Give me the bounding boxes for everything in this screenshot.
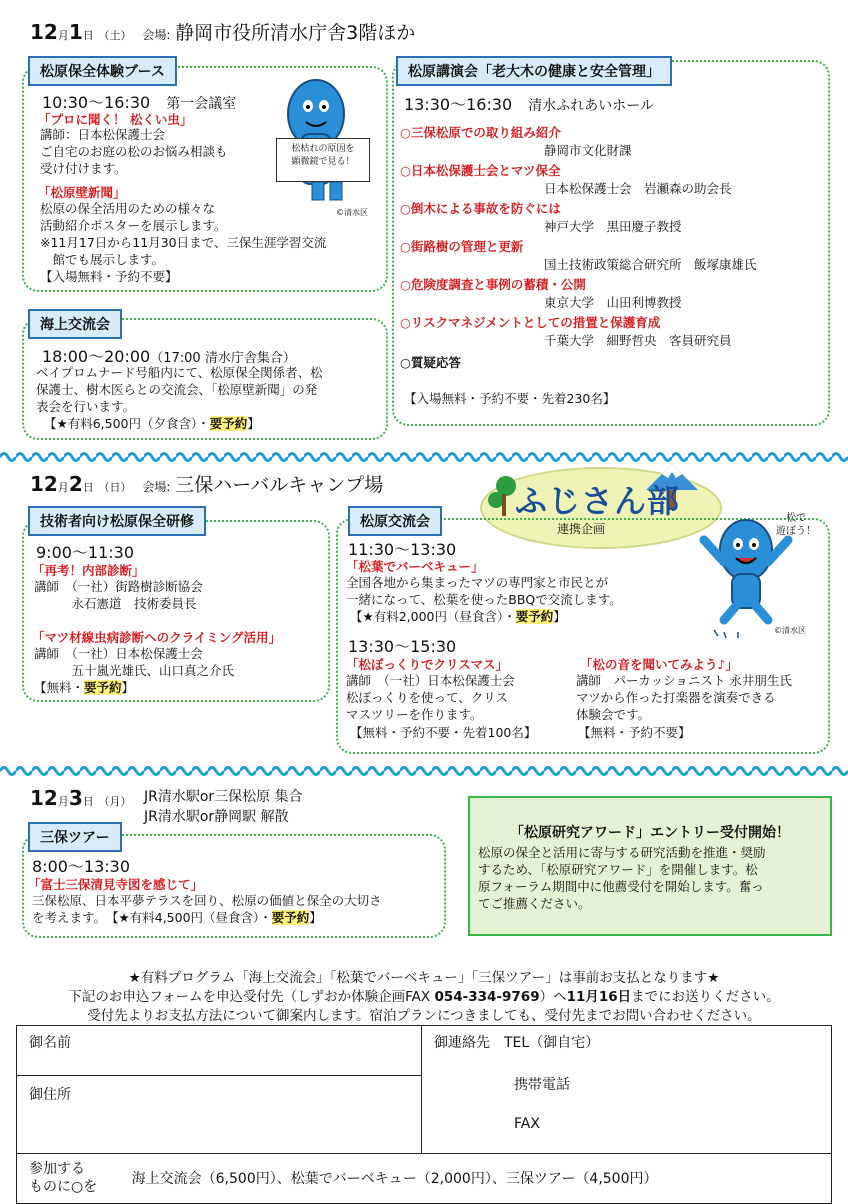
- day2-credit: ©清水区: [774, 626, 806, 635]
- booth-item1-line: 受け付けます。: [40, 161, 127, 176]
- bbq-line: 全国各地から集まったマツの専門家と市民とが: [346, 575, 609, 590]
- fujisan-title: ふじさん部: [515, 482, 681, 520]
- tour-item-title: 「富士三保清見寺図を感じて」: [28, 877, 204, 892]
- participation-field[interactable]: 参加する ものに○を 海上交流会（6,500円）、松葉でバーベキュー（2,000円）、三保ツアー（4,500円）: [17, 1154, 832, 1204]
- booth-note: 【入場無料・予約不要】: [40, 269, 178, 284]
- contact-field[interactable]: 御連絡先 TEL（御自宅） 携帯電話 FAX: [422, 1026, 832, 1154]
- talk-title: ○危険度調査と事例の蓄積・公開: [400, 277, 586, 292]
- booth-credit: ©清水区: [336, 208, 368, 217]
- exchange-title: 松原交流会: [348, 506, 442, 536]
- training-item1-line: 永石憲道 技術委員長: [34, 596, 197, 611]
- training-note: 【無料・要予約】: [34, 680, 135, 695]
- lecture-note: 【入場無料・予約不要・先着230名】: [404, 391, 616, 406]
- exchange-time1: 11:30～13:30: [348, 540, 457, 559]
- training-item2-line: 講師 （一社）日本松保護士会: [34, 646, 203, 661]
- bbq-note: 【★有料2,000円（昼食含）・要予約】: [350, 609, 566, 624]
- training-title: 技術者向け松原保全研修: [28, 506, 206, 536]
- booth-item2-line: 活動紹介ポスターを展示します。: [40, 218, 227, 233]
- training-item1-line: 講師 （一社）街路樹診断協会: [34, 579, 203, 594]
- name-field[interactable]: 御名前: [17, 1026, 422, 1076]
- exchange-time2: 13:30～15:30: [348, 637, 457, 656]
- boat-time: 18:00～20:00（17:00 清水庁舎集合）: [42, 347, 296, 366]
- booth-item2-line: ※11月17日から11月30日まで、三保生涯学習交流: [40, 235, 327, 250]
- xmas-line: 松ぼっくりを使って、クリス: [346, 690, 509, 705]
- booth-item1-line: 講師：日本松保護士会: [40, 127, 166, 142]
- sound-line: 講師 パーカッショニスト 永井朋生氏: [576, 673, 792, 688]
- participation-options: 海上交流会（6,500円）、松葉でバーベキュー（2,000円）、三保ツアー（4,500円）: [131, 1171, 658, 1187]
- training-item2-line: 五十嵐光雄氏、山口真之介氏: [34, 663, 235, 678]
- talk-title: ○三保松原での取り組み紹介: [400, 125, 561, 140]
- day3-header: 12月3日 （月）: [30, 786, 132, 810]
- bbq-title: 「松葉でバーベキュー」: [346, 559, 484, 574]
- address-field[interactable]: 御住所: [17, 1076, 422, 1154]
- training-item1-title: 「再考！内部診断」: [32, 563, 145, 578]
- tour-title: 三保ツアー: [28, 822, 122, 852]
- xmas-note: 【無料・予約不要・先着100名】: [350, 725, 537, 740]
- footer-line2: 下記のお申込フォームを申込受付先（しずおか体験企画FAX 054-334-9769）へ11月16日までにお送りください。: [68, 989, 780, 1005]
- sound-line: マツから作った打楽器を演奏できる: [576, 690, 776, 705]
- booth-item2-line: 館でも展示します。: [40, 252, 165, 267]
- xmas-line: 講師 （一社）日本松保護士会: [346, 673, 515, 688]
- application-form: [16, 1025, 832, 1204]
- training-time: 9:00～11:30: [36, 543, 135, 562]
- talk-speaker: 千葉大学 細野哲央 客員研究員: [544, 333, 732, 348]
- bbq-line: 一緒になって、松葉を使ったBBQで交流します。: [346, 592, 622, 607]
- booth-item1-title: 「プロに聞く！ 松くい虫」: [38, 112, 193, 127]
- talk-speaker: 国土技術政策総合研究所 飯塚康雄氏: [544, 257, 757, 272]
- talk-speaker: 神戸大学 黒田慶子教授: [544, 219, 682, 234]
- lecture-title: 松原講演会「老大木の健康と安全管理」: [396, 56, 672, 86]
- footer-line3: 受付先よりお支払方法について御案内します。宿泊プランにつきましても、受付先までお問い合わせください。: [87, 1008, 761, 1024]
- talk-title: ○街路樹の管理と更新: [400, 239, 524, 254]
- booth-time: 10:30～16:30 第一会議室: [42, 93, 237, 112]
- booth-item1-line: ご自宅のお庭の松のお悩み相談も: [40, 144, 228, 159]
- xmas-line: マスツリーを作ります。: [346, 707, 483, 722]
- day3-dismiss: JR清水駅or静岡駅 解散: [144, 809, 289, 825]
- sound-title: 「松の音を聞いてみよう♪」: [580, 657, 738, 672]
- day2-header: 12月2日 （日） 会場: 三保ハーバルキャンプ場: [30, 472, 384, 496]
- lecture-qa: ○質疑応答: [400, 355, 461, 370]
- boat-line: ベイプロムナード号船内にて、松原保全関係者、松: [36, 365, 323, 380]
- talk-title: ○リスクマネジメントとしての措置と保護育成: [400, 315, 661, 330]
- award-line: 松原の保全と活用に寄与する研究活動を推進・奨励: [478, 845, 766, 860]
- award-line: するため、「松原研究アワード」を開催します。松: [478, 862, 758, 877]
- mascot-sign: 松枯れの原因を 顕微鏡で見る！: [276, 138, 370, 182]
- wave-divider: [0, 762, 848, 776]
- lecture-time: 13:30～16:30 清水ふれあいホール: [404, 95, 654, 114]
- talk-speaker: 東京大学 山田利博教授: [544, 295, 682, 310]
- talk-title: ○日本松保護士会とマツ保全: [400, 163, 561, 178]
- tour-line: 三保松原、日本平夢テラスを回り、松原の価値と保全の大切さ: [32, 893, 382, 908]
- mascot-bubble: 松で 遊ぼう！: [776, 513, 816, 537]
- sound-note: 【無料・予約不要】: [578, 725, 691, 740]
- talk-title: ○倒木による事故を防ぐには: [400, 201, 561, 216]
- boat-line: 表会を行います。: [36, 399, 136, 414]
- boat-title: 海上交流会: [28, 309, 122, 339]
- footer-line1: ★有料プログラム「海上交流会」「松葉でバーベキュー」「三保ツアー」は事前お支払となります★: [128, 970, 720, 986]
- tour-line: を考えます。 【★有料4,500円（昼食含）・要予約】: [32, 910, 322, 925]
- day3-meet: JR清水駅or三保松原 集合: [144, 789, 303, 805]
- day1-header: 12月1日 （土） 会場: 静岡市役所清水庁舎3階ほか: [30, 20, 416, 44]
- day1-venue: 静岡市役所清水庁舎3階ほか: [175, 22, 416, 44]
- talk-speaker: 日本松保護士会 岩瀬森の助会長: [544, 181, 732, 196]
- award-line: てご推薦ください。: [478, 896, 591, 911]
- boat-note: 【★有料6,500円（夕食含）・要予約】: [44, 416, 260, 431]
- xmas-title: 「松ぼっくりでクリスマス」: [346, 657, 509, 672]
- talk-speaker: 静岡市文化財課: [544, 143, 632, 158]
- training-item2-title: 「マツ材線虫病診断へのクライミング活用」: [32, 630, 282, 645]
- fujisan-sub: 連携企画: [557, 522, 606, 536]
- booth-item2-line: 松原の保全活用のための様々な: [40, 201, 216, 216]
- booth-item2-title: 「松原壁新聞」: [38, 185, 126, 200]
- booth-title: 松原保全体験ブース: [28, 56, 177, 86]
- tour-time: 8:00～13:30: [32, 857, 131, 876]
- award-title: 「松原研究アワード」エントリー受付開始！: [510, 825, 790, 841]
- sound-line: 体験会です。: [576, 707, 651, 722]
- boat-line: 保護士、樹木医らとの交流会、「松原壁新聞」の発: [36, 382, 318, 397]
- award-line: 原フォーラム期間中に他薦受付を開始します。奮っ: [478, 879, 764, 894]
- day2-venue: 三保ハーバルキャンプ場: [175, 474, 384, 496]
